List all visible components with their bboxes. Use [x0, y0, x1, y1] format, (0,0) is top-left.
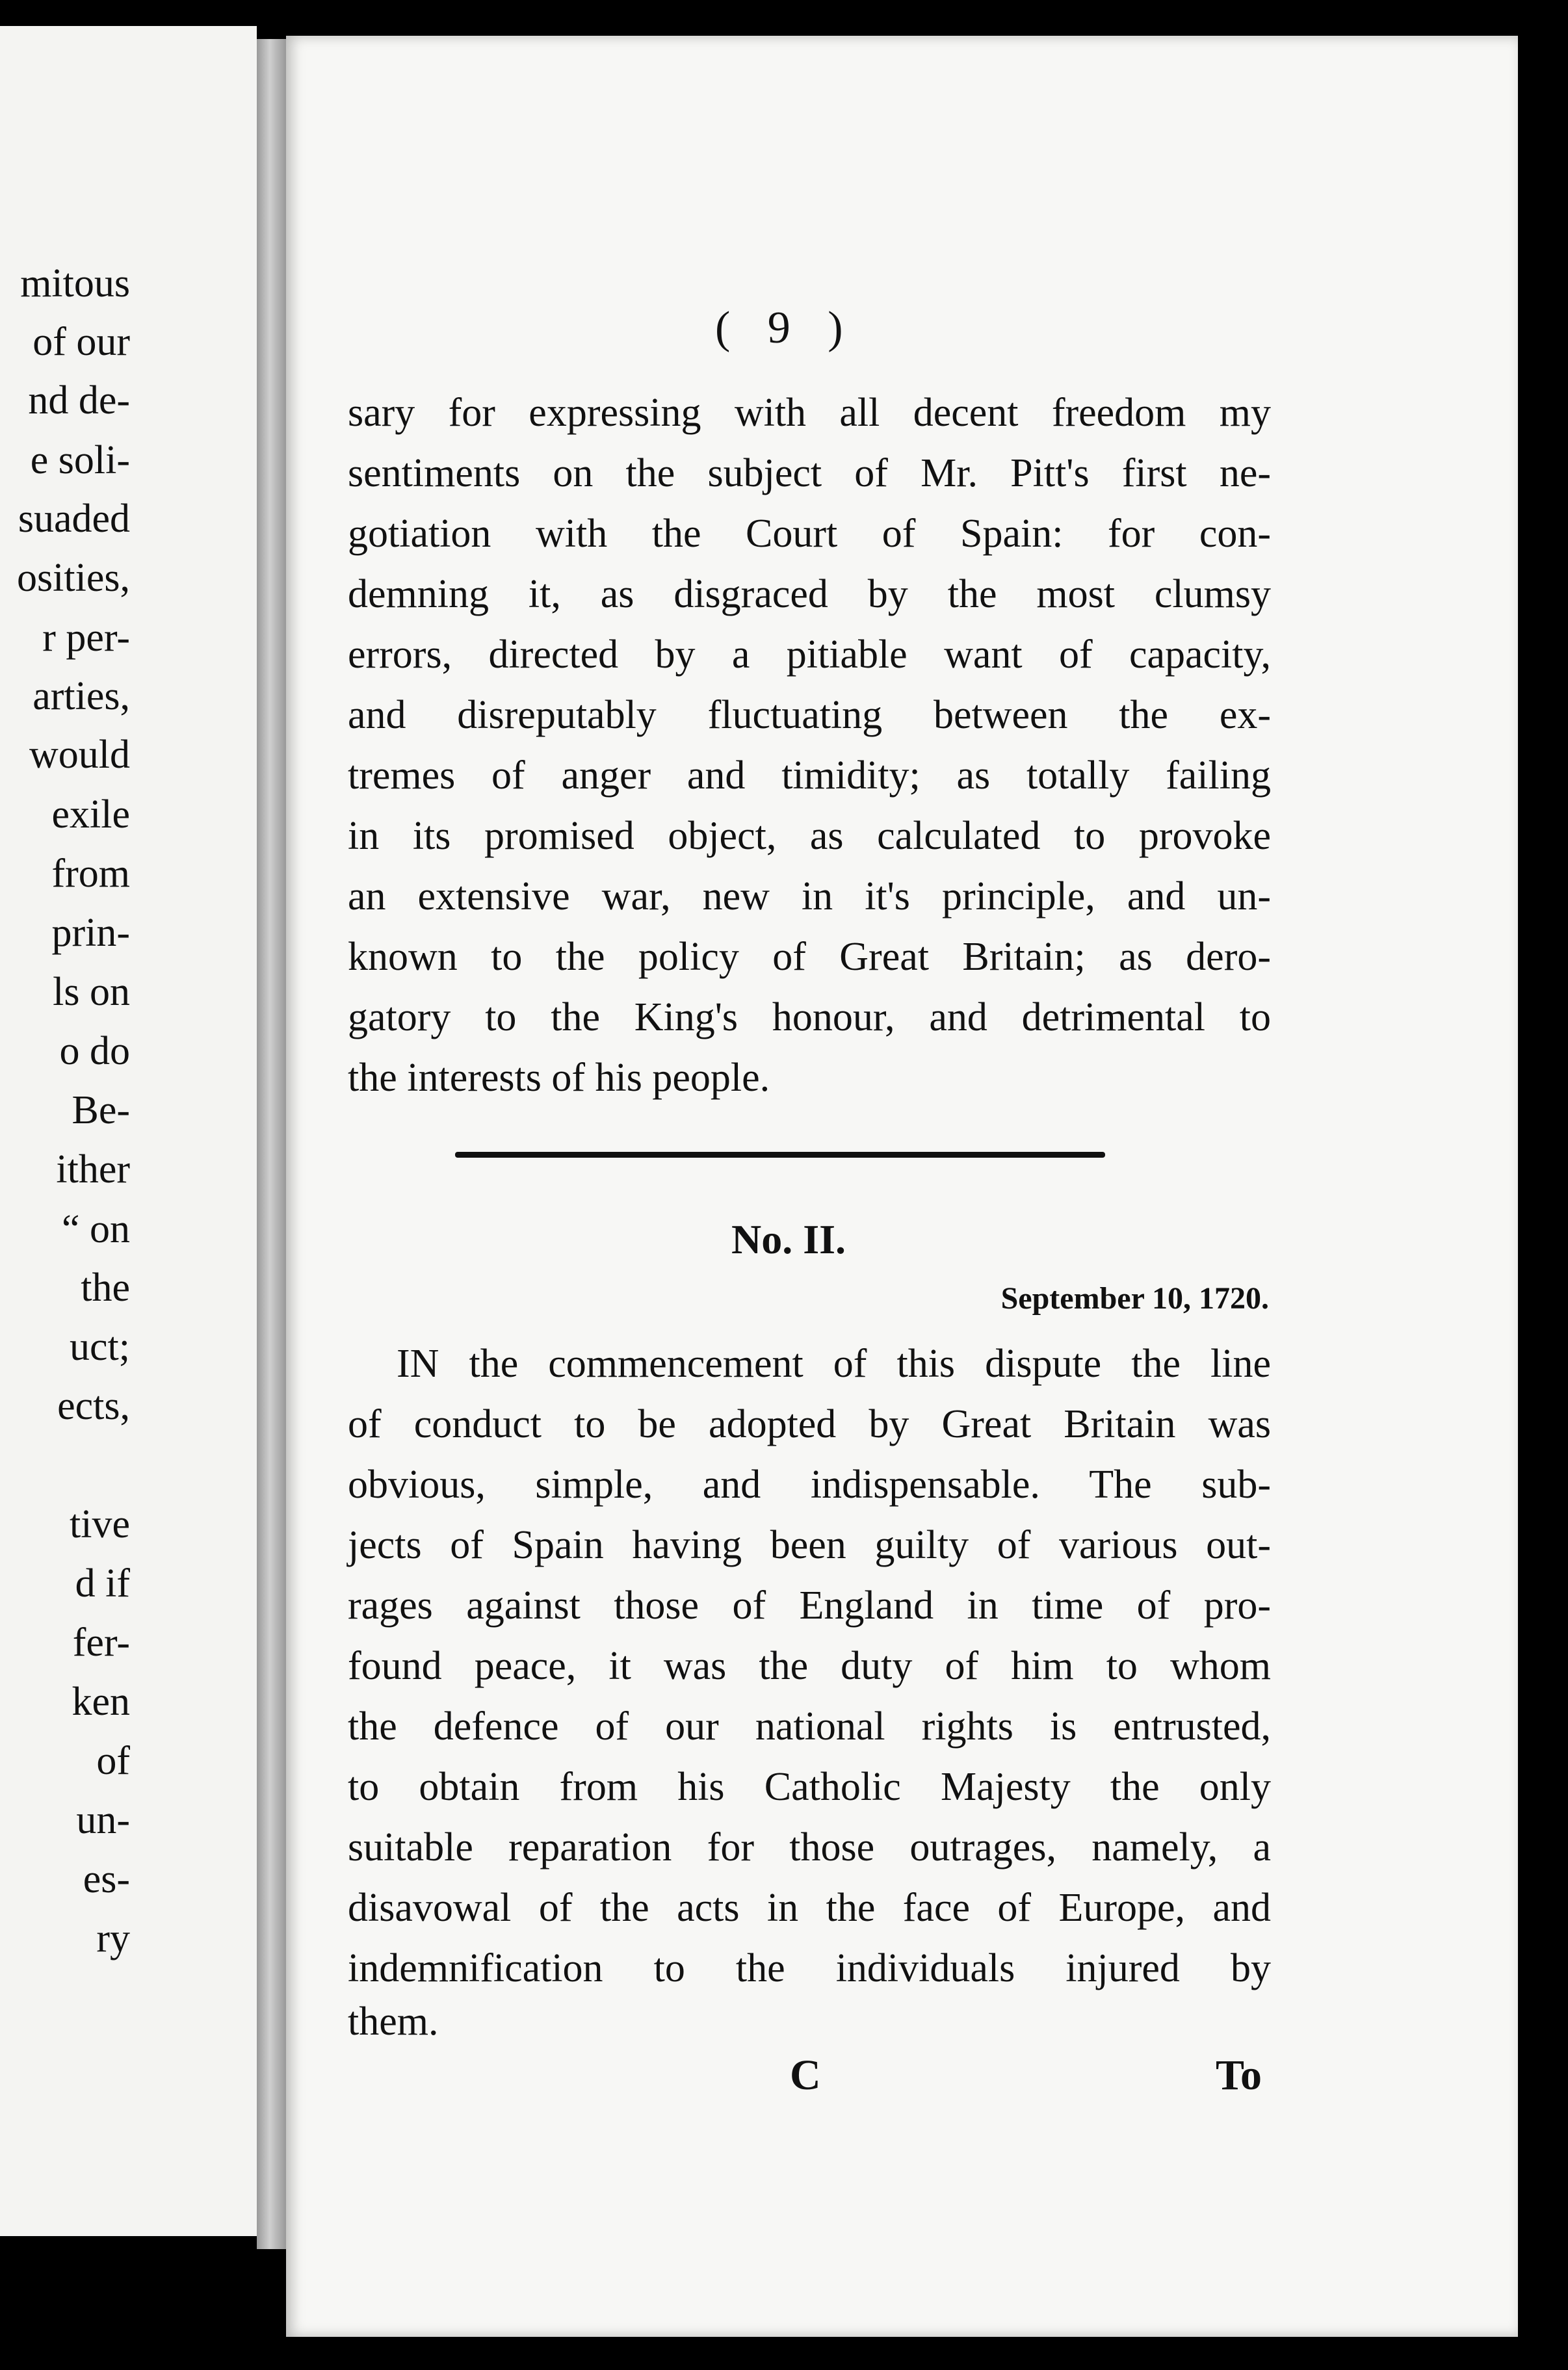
section-title: No. II. — [731, 1216, 846, 1262]
left-page-line: ry — [96, 1916, 130, 1960]
body-line: disavowal of the acts in the face of Europe, and — [348, 1886, 1271, 1930]
body-line: in its promised object, as calculated to provoke — [348, 814, 1271, 858]
left-page-line: o do — [59, 1029, 130, 1073]
left-page-line: would — [29, 733, 130, 777]
body-line: the interests of his people. — [348, 1056, 770, 1100]
left-page-line: from — [51, 852, 130, 896]
body-line: tremes of anger and timidity; as totally failing — [348, 753, 1271, 798]
catchword: To — [1216, 2051, 1262, 2099]
left-page-line: r per- — [42, 616, 130, 660]
left-page-line: ither — [56, 1147, 130, 1192]
body-line: sary for expressing with all decent freedom my — [348, 391, 1271, 435]
section-divider — [455, 1152, 1105, 1158]
left-page-line: mitous — [20, 261, 130, 306]
left-page-line: arties, — [33, 674, 130, 718]
left-page — [0, 26, 257, 2236]
left-page-line: ects, — [57, 1384, 130, 1428]
book-spine — [257, 39, 289, 2249]
body-line: suitable reparation for those outrages, namely, a — [348, 1825, 1271, 1869]
left-page-line: es- — [83, 1857, 130, 1901]
left-page-line: tive — [70, 1502, 130, 1546]
left-page-line: “ on — [61, 1207, 130, 1251]
left-page-line: ls on — [53, 970, 130, 1014]
body-line: indemnification to the individuals injured by — [348, 1946, 1271, 1990]
page-number: ( 9 ) — [715, 303, 856, 353]
body-line: to obtain from his Catholic Majesty the only — [348, 1765, 1271, 1809]
left-page-line: e soli- — [30, 438, 130, 482]
left-page-line: d if — [75, 1561, 130, 1606]
left-page-line: exile — [51, 792, 130, 837]
body-line: errors, directed by a pitiable want of capacity, — [348, 632, 1271, 677]
body-line: demning it, as disgraced by the most clumsy — [348, 572, 1271, 616]
left-page-line: osities, — [17, 556, 130, 600]
body-line: of conduct to be adopted by Great Britain was — [348, 1402, 1271, 1446]
left-page-line: of — [96, 1739, 130, 1783]
body-line: them. — [348, 1999, 439, 2044]
left-page-line: ken — [72, 1680, 130, 1724]
body-line: gatory to the King's honour, and detrimental to — [348, 995, 1271, 1039]
body-line: the defence of our national rights is entrusted, — [348, 1704, 1271, 1749]
left-page-line: fer- — [72, 1621, 130, 1665]
body-line: known to the policy of Great Britain; as dero- — [348, 935, 1271, 979]
section-date: September 10, 1720. — [1000, 1281, 1269, 1316]
body-line: found peace, it was the duty of him to whom — [348, 1644, 1271, 1688]
left-page-line: the — [81, 1266, 130, 1310]
left-page-line: nd de- — [28, 378, 130, 423]
body-line: rages against those of England in time of pro- — [348, 1583, 1271, 1628]
body-line: gotiation with the Court of Spain: for con- — [348, 512, 1271, 556]
left-page-line: prin- — [51, 911, 130, 955]
left-page-line: suaded — [18, 497, 130, 541]
body-line: IN the commencement of this dispute the line — [397, 1342, 1271, 1386]
left-page-line: of our — [33, 320, 130, 364]
body-line: and disreputably fluctuating between the ex- — [348, 693, 1271, 737]
left-page-line: Be- — [72, 1088, 130, 1132]
signature-mark: C — [790, 2051, 821, 2099]
body-line: jects of Spain having been guilty of various out- — [348, 1523, 1271, 1567]
body-line: sentiments on the subject of Mr. Pitt's first ne- — [348, 451, 1271, 495]
left-page-line: un- — [76, 1798, 130, 1842]
left-page-line: uct; — [70, 1325, 130, 1369]
body-line: obvious, simple, and indispensable. The sub- — [348, 1463, 1271, 1507]
body-line: an extensive war, new in it's principle, and un- — [348, 874, 1271, 918]
